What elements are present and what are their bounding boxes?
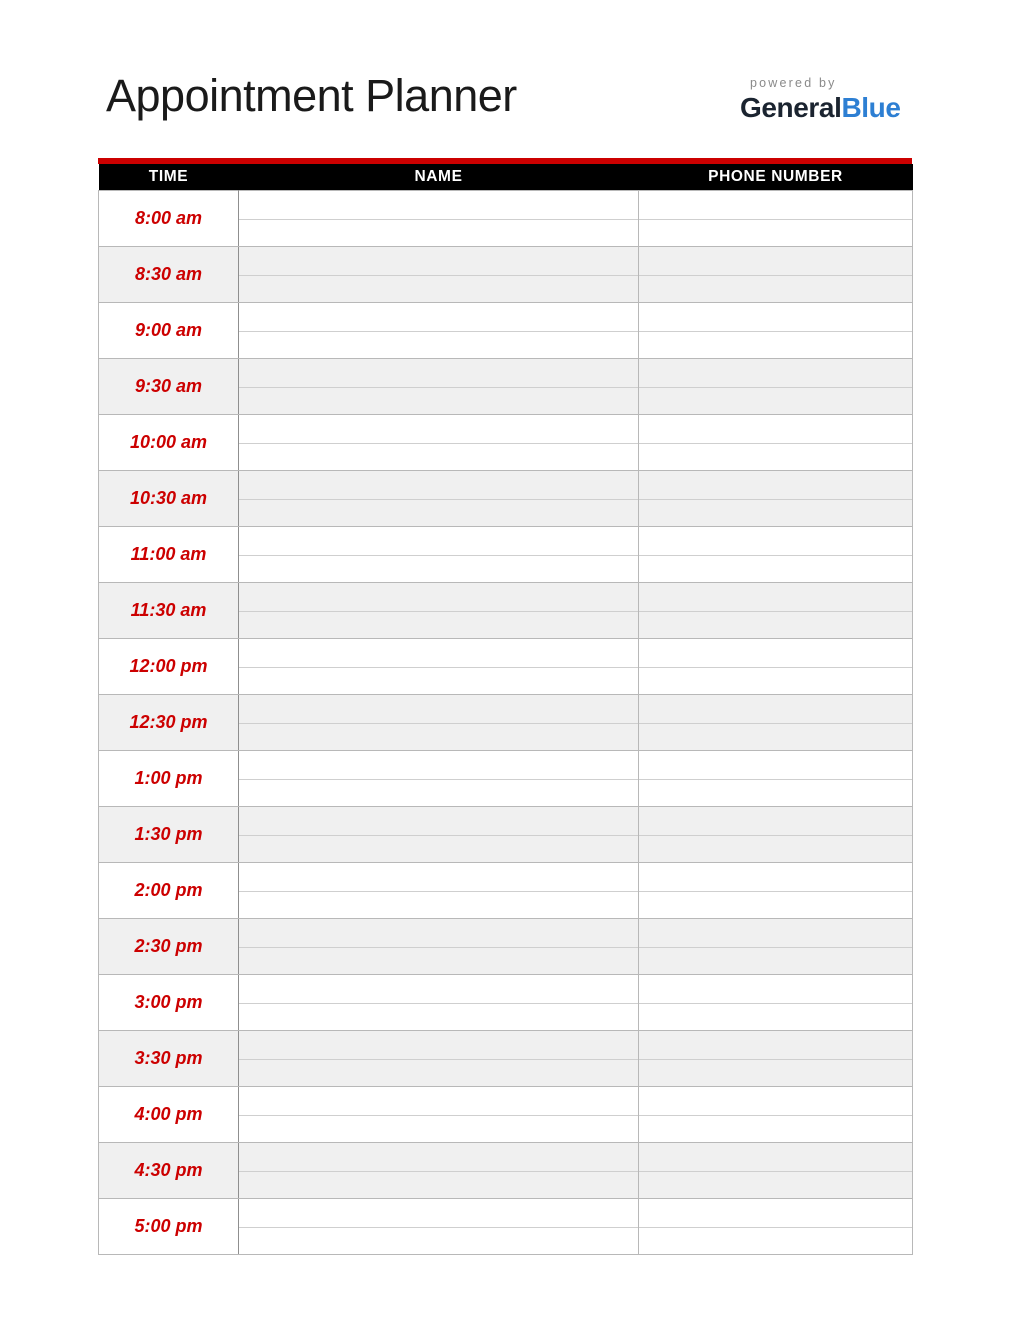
name-entry-cell[interactable]: [239, 247, 639, 303]
name-entry-cell[interactable]: [239, 471, 639, 527]
phone-entry-cell[interactable]: [639, 695, 913, 751]
time-slot-label: 8:30 am: [99, 247, 239, 303]
phone-entry-cell[interactable]: [639, 359, 913, 415]
name-entry-cell[interactable]: [239, 527, 639, 583]
table-row: [99, 247, 913, 303]
table-row: [99, 191, 913, 247]
name-entry-cell[interactable]: [239, 303, 639, 359]
name-entry-cell[interactable]: [239, 415, 639, 471]
phone-entry-cell[interactable]: [639, 919, 913, 975]
table-row: [99, 415, 913, 471]
table-row: [99, 1199, 913, 1255]
phone-entry-cell[interactable]: [639, 1199, 913, 1255]
page-title: Appointment Planner: [106, 70, 517, 121]
phone-entry-cell[interactable]: [639, 863, 913, 919]
table-row: [99, 1031, 913, 1087]
phone-entry-cell[interactable]: [639, 751, 913, 807]
time-slot-label: 9:00 am: [99, 303, 239, 359]
time-slot-label: 8:00 am: [99, 191, 239, 247]
planner-table-wrapper: [98, 158, 940, 1255]
name-entry-cell[interactable]: [239, 583, 639, 639]
table-header-row: [99, 164, 913, 191]
name-entry-cell[interactable]: [239, 191, 639, 247]
brand-name: [740, 92, 940, 124]
time-slot-label: 11:00 am: [99, 527, 239, 583]
phone-entry-cell[interactable]: [639, 1087, 913, 1143]
column-header-time: TIME: [99, 164, 239, 191]
name-entry-cell[interactable]: [239, 639, 639, 695]
table-row: [99, 919, 913, 975]
name-entry-cell[interactable]: [239, 975, 639, 1031]
time-slot-label: 3:30 pm: [99, 1031, 239, 1087]
phone-entry-cell[interactable]: [639, 807, 913, 863]
time-slot-label: 2:00 pm: [99, 863, 239, 919]
phone-entry-cell[interactable]: [639, 471, 913, 527]
time-slot-label: 5:00 pm: [99, 1199, 239, 1255]
name-entry-cell[interactable]: [239, 863, 639, 919]
name-entry-cell[interactable]: [239, 1199, 639, 1255]
time-slot-label: 1:30 pm: [99, 807, 239, 863]
table-row: [99, 303, 913, 359]
table-row: [99, 359, 913, 415]
time-slot-label: 12:00 pm: [99, 639, 239, 695]
brand-name-blue: Blue: [841, 92, 901, 123]
phone-entry-cell[interactable]: [639, 1143, 913, 1199]
table-row: [99, 751, 913, 807]
phone-entry-cell[interactable]: [639, 191, 913, 247]
time-slot-label: 2:30 pm: [99, 919, 239, 975]
time-slot-label: 10:30 am: [99, 471, 239, 527]
time-slot-label: 1:00 pm: [99, 751, 239, 807]
table-row: [99, 527, 913, 583]
column-header-name: NAME: [239, 164, 639, 191]
phone-entry-cell[interactable]: [639, 975, 913, 1031]
name-entry-cell[interactable]: [239, 751, 639, 807]
page-header: [98, 60, 940, 152]
phone-entry-cell[interactable]: [639, 415, 913, 471]
planner-table-body: [99, 191, 913, 1255]
powered-by-label: powered by: [750, 76, 837, 90]
table-row: [99, 975, 913, 1031]
phone-entry-cell[interactable]: [639, 639, 913, 695]
name-entry-cell[interactable]: [239, 359, 639, 415]
name-entry-cell[interactable]: [239, 1087, 639, 1143]
brand-logo: [740, 76, 940, 124]
brand-name-general: General: [740, 92, 842, 123]
time-slot-label: 9:30 am: [99, 359, 239, 415]
time-slot-label: 3:00 pm: [99, 975, 239, 1031]
table-row: [99, 807, 913, 863]
time-slot-label: 12:30 pm: [99, 695, 239, 751]
column-header-phone: PHONE NUMBER: [639, 164, 913, 191]
phone-entry-cell[interactable]: [639, 527, 913, 583]
table-row: [99, 639, 913, 695]
name-entry-cell[interactable]: [239, 1031, 639, 1087]
table-row: [99, 1143, 913, 1199]
name-entry-cell[interactable]: [239, 695, 639, 751]
time-slot-label: 4:00 pm: [99, 1087, 239, 1143]
name-entry-cell[interactable]: [239, 1143, 639, 1199]
table-row: [99, 863, 913, 919]
phone-entry-cell[interactable]: [639, 247, 913, 303]
phone-entry-cell[interactable]: [639, 303, 913, 359]
table-row: [99, 471, 913, 527]
time-slot-label: 10:00 am: [99, 415, 239, 471]
time-slot-label: 4:30 pm: [99, 1143, 239, 1199]
name-entry-cell[interactable]: [239, 807, 639, 863]
planner-table: [98, 164, 913, 1255]
planner-table-head: [99, 164, 913, 191]
time-slot-label: 11:30 am: [99, 583, 239, 639]
table-row: [99, 695, 913, 751]
phone-entry-cell[interactable]: [639, 1031, 913, 1087]
name-entry-cell[interactable]: [239, 919, 639, 975]
table-row: [99, 583, 913, 639]
phone-entry-cell[interactable]: [639, 583, 913, 639]
table-row: [99, 1087, 913, 1143]
